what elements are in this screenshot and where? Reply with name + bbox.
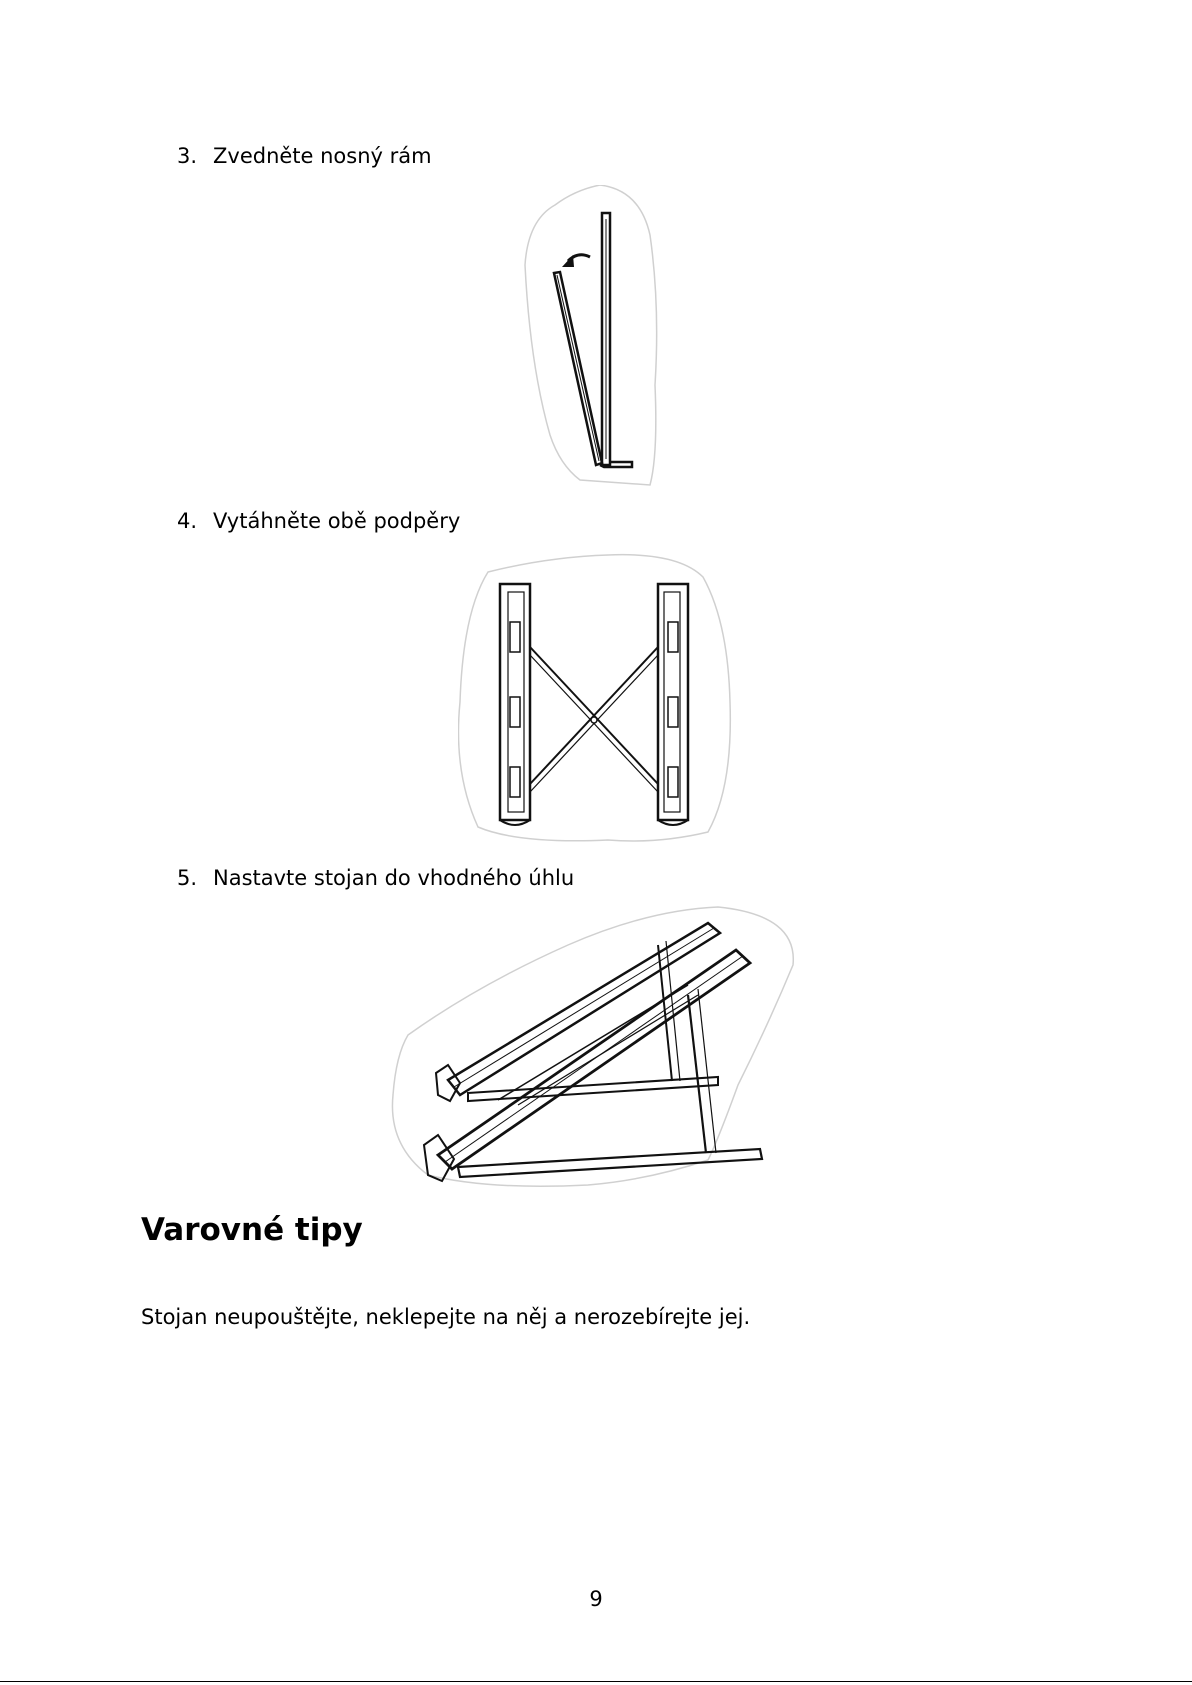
page-number: 9 xyxy=(589,1587,603,1611)
step-3-text: Zvedněte nosný rám xyxy=(213,144,432,168)
step-5-text: Nastavte stojan do vhodného úhlu xyxy=(213,866,575,890)
step-4 xyxy=(177,507,460,535)
stand-angled-illustration xyxy=(388,905,808,1190)
stand-lift-frame-illustration xyxy=(520,185,670,490)
step-3 xyxy=(177,142,432,170)
step-5-number: 5. xyxy=(177,866,198,890)
step-3-number: 3. xyxy=(177,144,198,168)
footer-rule xyxy=(0,1681,1192,1682)
step-4-text: Vytáhněte obě podpěry xyxy=(213,509,461,533)
step-5 xyxy=(177,864,574,892)
warning-heading: Varovné tipy xyxy=(141,1212,363,1248)
stand-supports-illustration xyxy=(458,552,738,844)
step-4-number: 4. xyxy=(177,509,198,533)
warning-text: Stojan neupouštějte, neklepejte na něj a nerozebírejte jej. xyxy=(141,1305,751,1329)
